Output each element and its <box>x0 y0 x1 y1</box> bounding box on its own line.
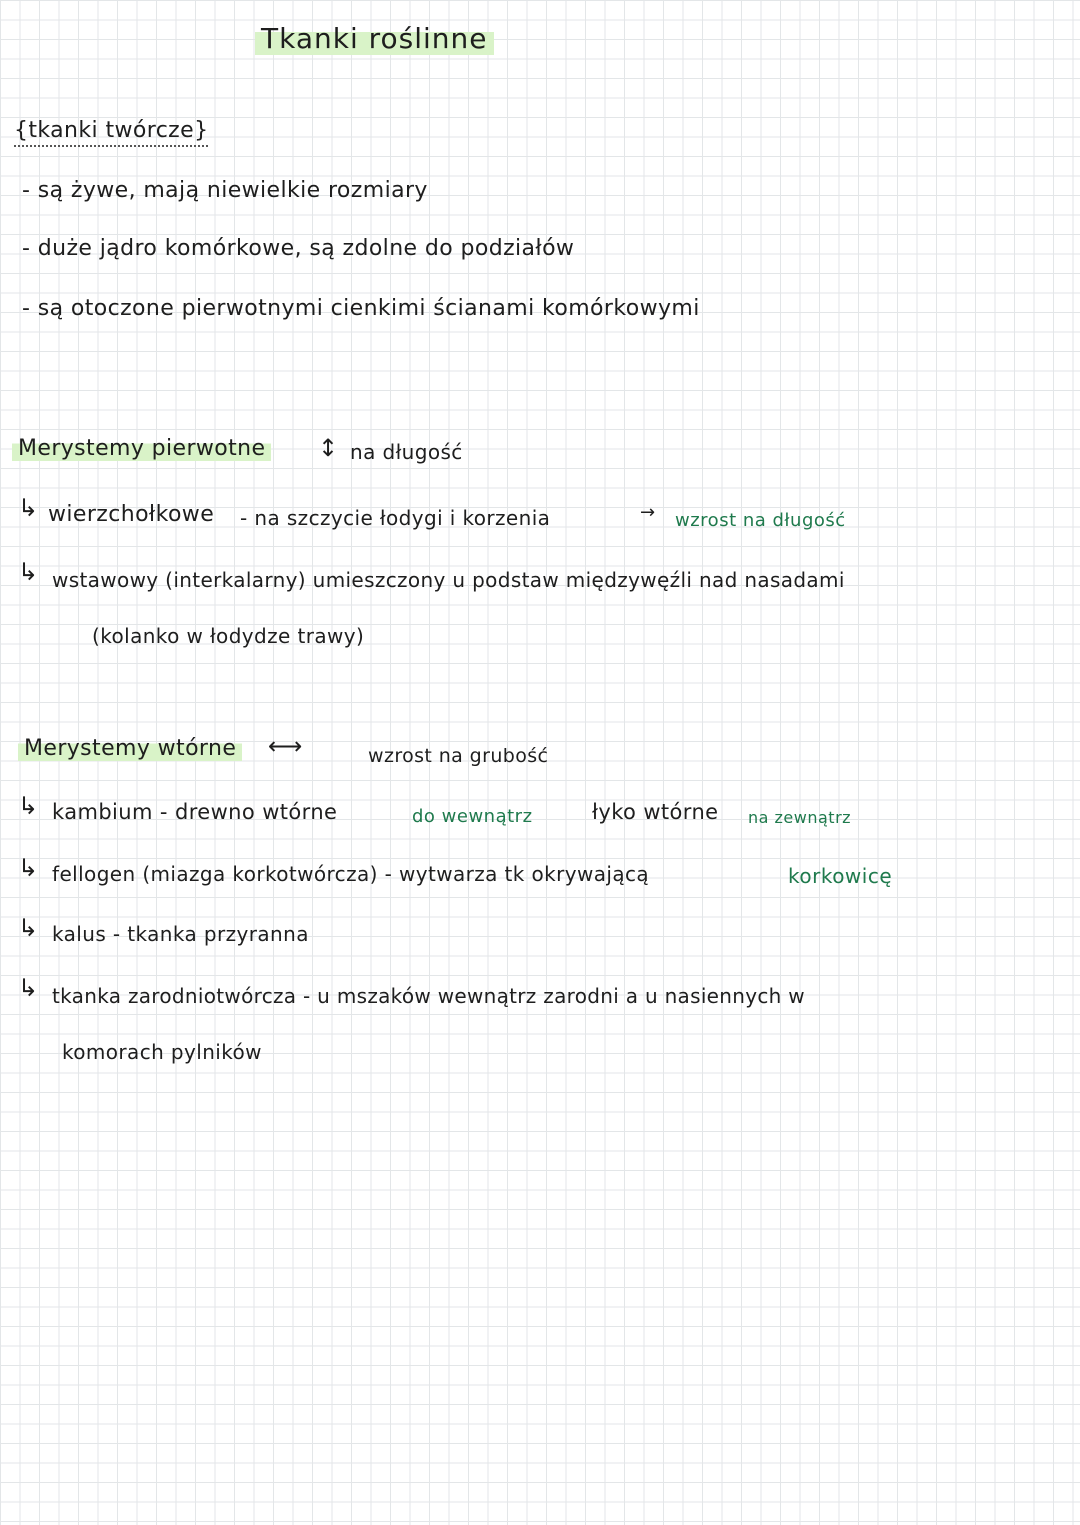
sub-arrow-icon: ↳ <box>18 854 39 882</box>
primary-item-1-green: wzrost na długość <box>675 510 846 531</box>
section-heading: {tkanki twórcze} <box>14 118 208 147</box>
intro-point-3: - są otoczone pierwotnymi cienkimi ścianami komórkowymi <box>22 296 700 321</box>
secondary-item-4-text: tkanka zarodniotwórcza - u mszaków wewnątrz zarodni a u nasiennych w <box>52 984 805 1008</box>
leftright-arrow-icon: ⟷ <box>268 732 303 760</box>
sub-arrow-icon: ↳ <box>18 974 39 1002</box>
secondary-item-2-text: fellogen (miazga korkotwórcza) - wytwarza tk okrywającą <box>52 862 650 886</box>
primary-heading-text: Merystemy pierwotne <box>12 436 271 461</box>
right-arrow-icon: → <box>640 502 656 523</box>
secondary-item-1-text: kambium - drewno wtórne <box>52 800 338 824</box>
primary-item-1-label: wierzchołkowe <box>48 502 215 527</box>
intro-point-1: - są żywe, mają niewielkie rozmiary <box>22 178 428 203</box>
primary-heading-note: na długość <box>350 440 463 464</box>
primary-heading <box>12 436 271 461</box>
secondary-item-1-text2: łyko wtórne <box>592 800 719 824</box>
secondary-item-3-text: kalus - tkanka przyranna <box>52 922 309 946</box>
sub-arrow-icon: ↳ <box>18 494 39 522</box>
secondary-item-1-green2: na zewnątrz <box>748 808 852 827</box>
sub-arrow-icon: ↳ <box>18 914 39 942</box>
secondary-item-1-green1: do wewnątrz <box>412 806 533 827</box>
sub-arrow-icon: ↳ <box>18 558 39 586</box>
secondary-heading-text: Merystemy wtórne <box>18 736 242 761</box>
secondary-item-2-green1: korkowicę <box>788 864 893 888</box>
secondary-item-4-text2: komorach pylników <box>62 1040 262 1064</box>
updown-arrow-icon: ↕ <box>318 434 339 462</box>
sub-arrow-icon: ↳ <box>18 792 39 820</box>
page-title <box>255 22 494 55</box>
secondary-heading <box>18 736 242 761</box>
secondary-heading-note: wzrost na grubość <box>368 745 549 767</box>
primary-item-2-text: wstawowy (interkalarny) umieszczony u podstaw międzywęźli nad nasadami <box>52 568 845 592</box>
page-title-text: Tkanki roślinne <box>255 22 494 55</box>
intro-point-2: - duże jądro komórkowe, są zdolne do podziałów <box>22 236 575 261</box>
primary-item-2-text2: (kolanko w łodydze trawy) <box>92 624 365 648</box>
primary-item-1-text: - na szczycie łodygi i korzenia <box>240 506 551 530</box>
